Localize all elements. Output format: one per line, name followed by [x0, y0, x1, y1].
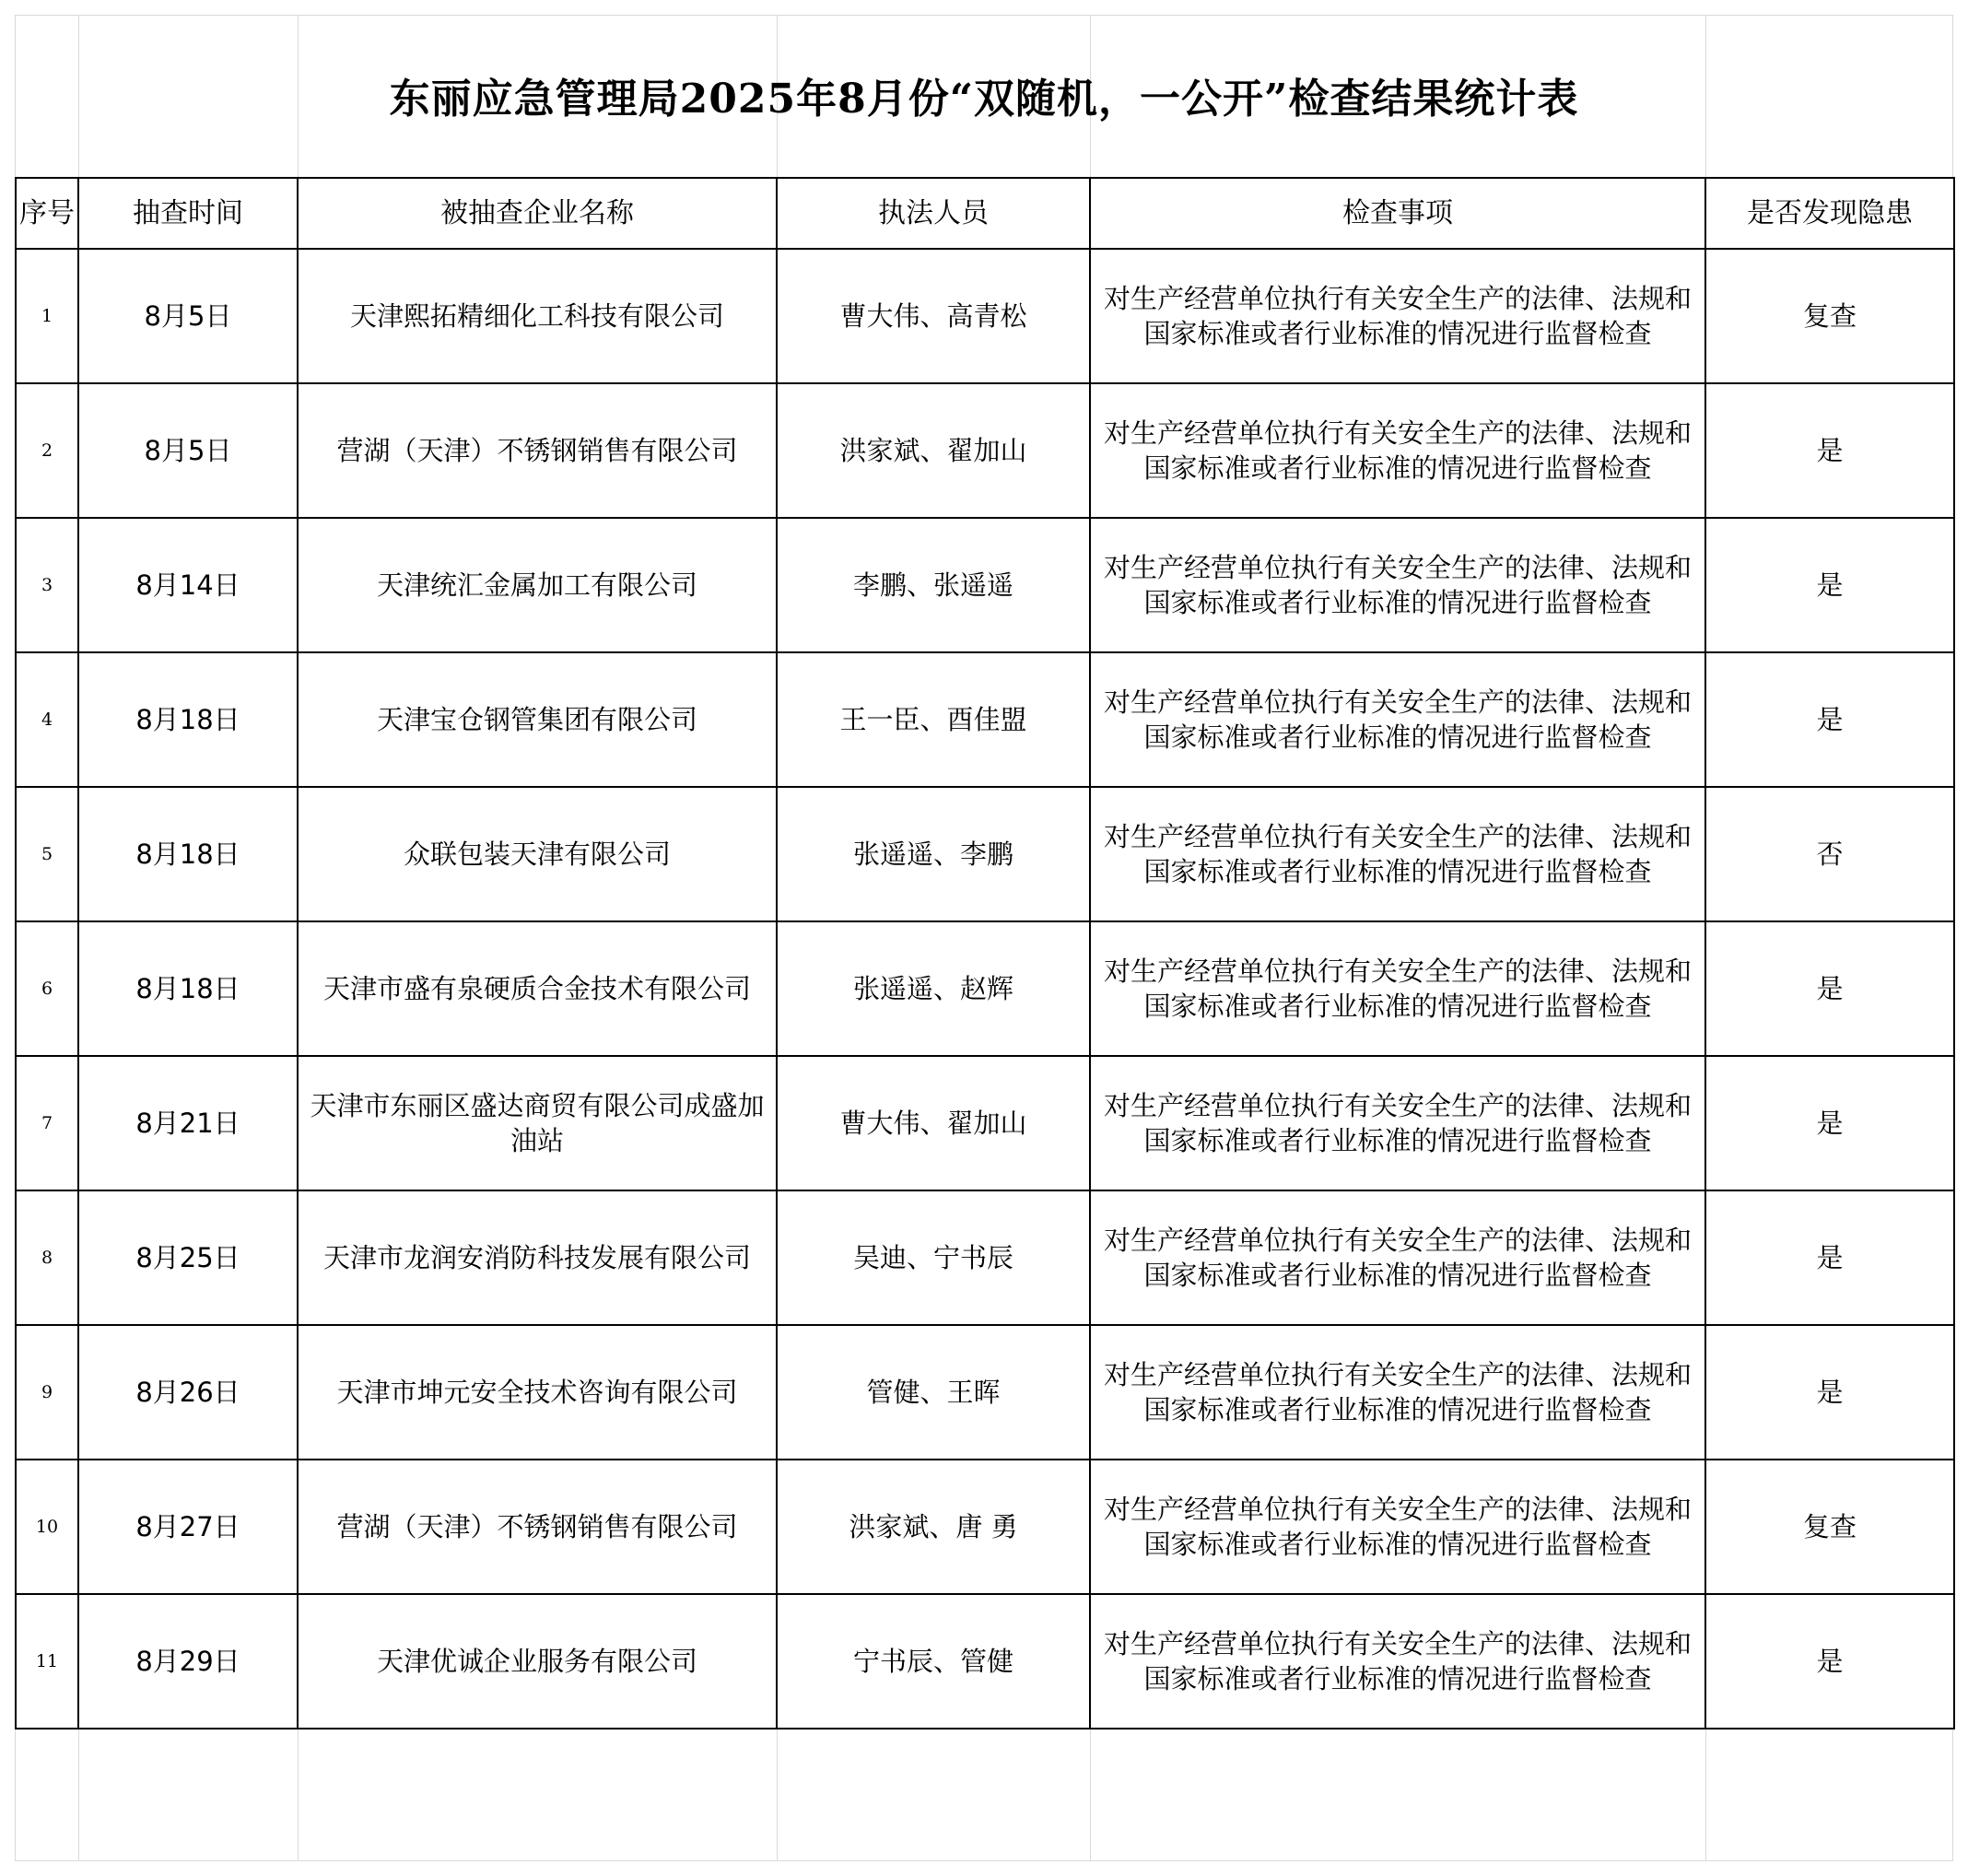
- cell-date: 8月5日: [78, 249, 298, 383]
- header-hazard: 是否发现隐患: [1705, 178, 1954, 249]
- cell-seq: 8: [16, 1190, 78, 1325]
- cell-date: 8月29日: [78, 1594, 298, 1729]
- cell-item: 对生产经营单位执行有关安全生产的法律、法规和国家标准或者行业标准的情况进行监督检查: [1090, 652, 1705, 787]
- cell-seq: 5: [16, 787, 78, 921]
- cell-seq: 10: [16, 1460, 78, 1594]
- header-officers: 执法人员: [777, 178, 1090, 249]
- cell-company: 天津宝仓钢管集团有限公司: [298, 652, 777, 787]
- cell-officers: 洪家斌、唐 勇: [777, 1460, 1090, 1594]
- cell-company: 天津统汇金属加工有限公司: [298, 518, 777, 652]
- cell-hazard: 复查: [1705, 249, 1954, 383]
- header-company: 被抽查企业名称: [298, 178, 777, 249]
- cell-item: 对生产经营单位执行有关安全生产的法律、法规和国家标准或者行业标准的情况进行监督检查: [1090, 787, 1705, 921]
- table-row: [16, 1056, 1954, 1190]
- cell-hazard: 是: [1705, 1056, 1954, 1190]
- cell-hazard: 是: [1705, 1190, 1954, 1325]
- cell-date: 8月18日: [78, 787, 298, 921]
- cell-officers: 洪家斌、翟加山: [777, 383, 1090, 518]
- cell-seq: 4: [16, 652, 78, 787]
- cell-officers: 曹大伟、翟加山: [777, 1056, 1090, 1190]
- cell-company: 天津市龙润安消防科技发展有限公司: [298, 1190, 777, 1325]
- inspection-results-table: [15, 177, 1955, 1729]
- cell-company: 天津市东丽区盛达商贸有限公司成盛加油站: [298, 1056, 777, 1190]
- header-date: 抽查时间: [78, 178, 298, 249]
- cell-company: 营湖（天津）不锈钢销售有限公司: [298, 383, 777, 518]
- table-row: [16, 1460, 1954, 1594]
- cell-item: 对生产经营单位执行有关安全生产的法律、法规和国家标准或者行业标准的情况进行监督检查: [1090, 1056, 1705, 1190]
- cell-seq: 11: [16, 1594, 78, 1729]
- cell-hazard: 是: [1705, 383, 1954, 518]
- cell-item: 对生产经营单位执行有关安全生产的法律、法规和国家标准或者行业标准的情况进行监督检查: [1090, 1594, 1705, 1729]
- cell-officers: 吴迪、宁书辰: [777, 1190, 1090, 1325]
- table-row: [16, 249, 1954, 383]
- cell-seq: 9: [16, 1325, 78, 1460]
- cell-hazard: 是: [1705, 1325, 1954, 1460]
- table-row: [16, 787, 1954, 921]
- table-row: [16, 1594, 1954, 1729]
- cell-officers: 管健、王晖: [777, 1325, 1090, 1460]
- table-row: [16, 383, 1954, 518]
- cell-item: 对生产经营单位执行有关安全生产的法律、法规和国家标准或者行业标准的情况进行监督检查: [1090, 383, 1705, 518]
- cell-officers: 张遥遥、李鹏: [777, 787, 1090, 921]
- cell-hazard: 复查: [1705, 1460, 1954, 1594]
- cell-hazard: 否: [1705, 787, 1954, 921]
- cell-date: 8月14日: [78, 518, 298, 652]
- cell-company: 营湖（天津）不锈钢销售有限公司: [298, 1460, 777, 1594]
- cell-seq: 7: [16, 1056, 78, 1190]
- cell-item: 对生产经营单位执行有关安全生产的法律、法规和国家标准或者行业标准的情况进行监督检查: [1090, 921, 1705, 1056]
- table-row: [16, 1190, 1954, 1325]
- table-row: [16, 921, 1954, 1056]
- table-row: [16, 1325, 1954, 1460]
- cell-item: 对生产经营单位执行有关安全生产的法律、法规和国家标准或者行业标准的情况进行监督检查: [1090, 249, 1705, 383]
- cell-officers: 李鹏、张遥遥: [777, 518, 1090, 652]
- header-seq: 序号: [16, 178, 78, 249]
- cell-hazard: 是: [1705, 652, 1954, 787]
- cell-date: 8月27日: [78, 1460, 298, 1594]
- cell-officers: 张遥遥、赵辉: [777, 921, 1090, 1056]
- cell-hazard: 是: [1705, 921, 1954, 1056]
- cell-item: 对生产经营单位执行有关安全生产的法律、法规和国家标准或者行业标准的情况进行监督检查: [1090, 518, 1705, 652]
- cell-company: 天津市坤元安全技术咨询有限公司: [298, 1325, 777, 1460]
- cell-seq: 3: [16, 518, 78, 652]
- table-header-row: [16, 178, 1954, 249]
- cell-date: 8月18日: [78, 921, 298, 1056]
- cell-date: 8月18日: [78, 652, 298, 787]
- cell-date: 8月25日: [78, 1190, 298, 1325]
- report-title: 东丽应急管理局2025年8月份“双随机，一公开”检查结果统计表: [389, 76, 1579, 123]
- cell-company: 天津市盛有泉硬质合金技术有限公司: [298, 921, 777, 1056]
- cell-officers: 宁书辰、管健: [777, 1594, 1090, 1729]
- cell-date: 8月21日: [78, 1056, 298, 1190]
- cell-seq: 2: [16, 383, 78, 518]
- cell-date: 8月26日: [78, 1325, 298, 1460]
- cell-item: 对生产经营单位执行有关安全生产的法律、法规和国家标准或者行业标准的情况进行监督检查: [1090, 1325, 1705, 1460]
- cell-hazard: 是: [1705, 1594, 1954, 1729]
- cell-company: 众联包装天津有限公司: [298, 787, 777, 921]
- cell-item: 对生产经营单位执行有关安全生产的法律、法规和国家标准或者行业标准的情况进行监督检查: [1090, 1190, 1705, 1325]
- cell-company: 天津优诚企业服务有限公司: [298, 1594, 777, 1729]
- cell-officers: 王一臣、酉佳盟: [777, 652, 1090, 787]
- cell-seq: 6: [16, 921, 78, 1056]
- cell-officers: 曹大伟、高青松: [777, 249, 1090, 383]
- header-item: 检查事项: [1090, 178, 1705, 249]
- cell-seq: 1: [16, 249, 78, 383]
- table-body: [16, 249, 1954, 1729]
- cell-item: 对生产经营单位执行有关安全生产的法律、法规和国家标准或者行业标准的情况进行监督检查: [1090, 1460, 1705, 1594]
- cell-hazard: 是: [1705, 518, 1954, 652]
- cell-company: 天津熙拓精细化工科技有限公司: [298, 249, 777, 383]
- table-row: [16, 652, 1954, 787]
- table-row: [16, 518, 1954, 652]
- cell-date: 8月5日: [78, 383, 298, 518]
